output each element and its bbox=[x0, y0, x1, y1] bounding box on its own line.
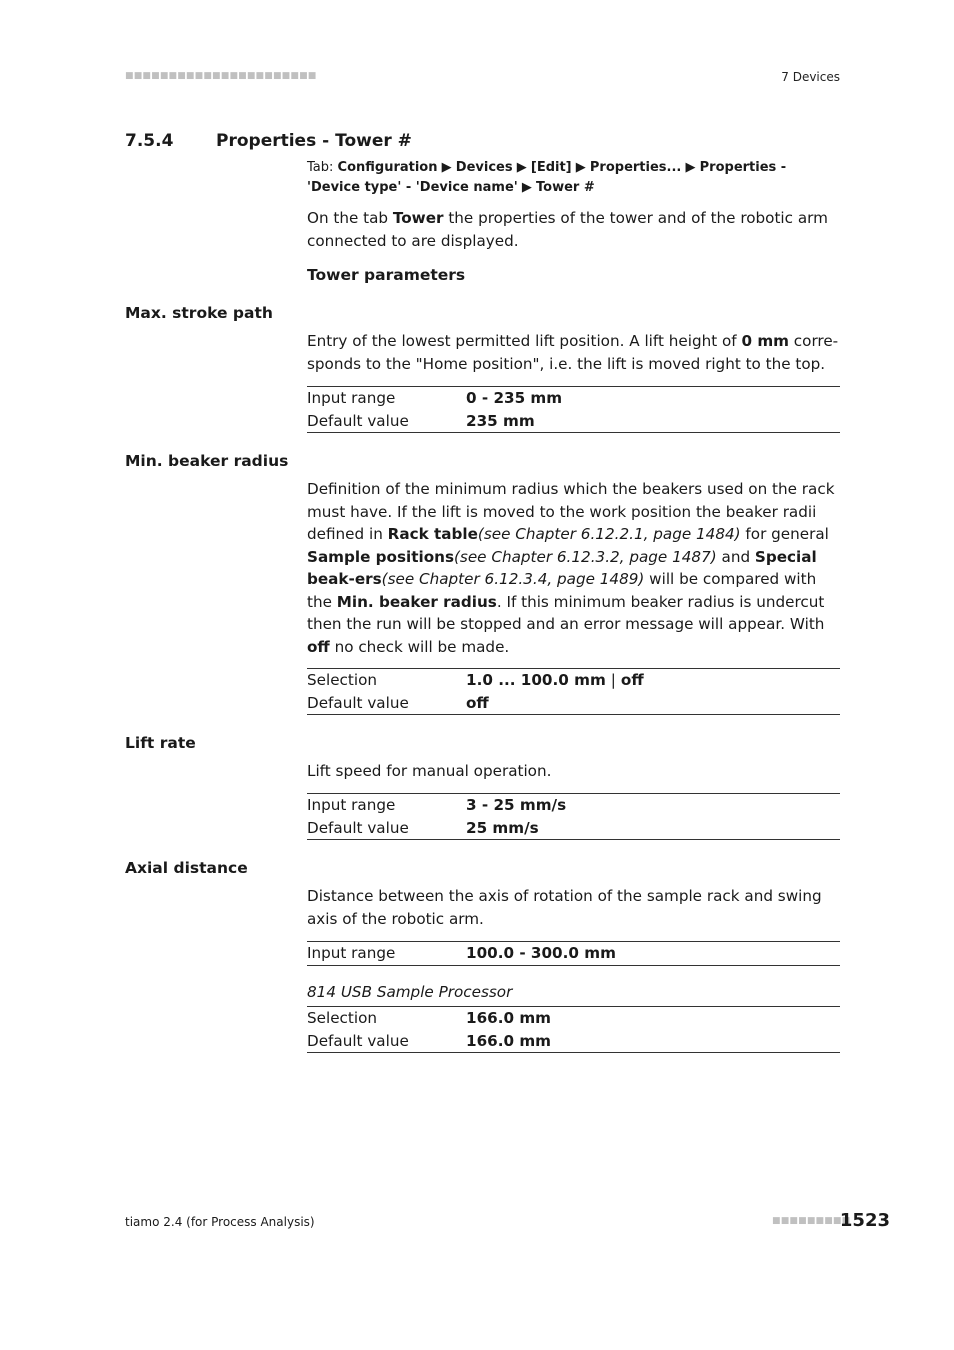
text: for general bbox=[740, 525, 829, 543]
section-number: 7.5.4 bbox=[125, 131, 174, 151]
tab-path-part: Configuration bbox=[337, 160, 438, 175]
table-key: Input range bbox=[307, 796, 396, 815]
table-value: 0 - 235 mm bbox=[466, 389, 563, 408]
table-key: Input range bbox=[307, 389, 396, 408]
table-value: 166.0 mm bbox=[466, 1009, 551, 1028]
table-key: Default value bbox=[307, 1031, 409, 1050]
table-row bbox=[307, 387, 840, 410]
param-table bbox=[307, 793, 840, 840]
tab-path-part: Tower # bbox=[536, 180, 595, 195]
table-row bbox=[307, 1030, 840, 1053]
param-description bbox=[307, 478, 840, 658]
cross-reference-link[interactable]: (see Chapter 6.12.3.4, page 1489) bbox=[381, 570, 645, 588]
footer-product: tiamo 2.4 (for Process Analysis) bbox=[125, 1215, 315, 1229]
param-title: Max. stroke path bbox=[125, 304, 273, 322]
table-value: 100.0 - 300.0 mm bbox=[466, 944, 616, 963]
param-title: Lift rate bbox=[125, 734, 196, 752]
table-row bbox=[307, 942, 840, 966]
table-key: Default value bbox=[307, 411, 409, 430]
header-decoration: ■■■■■■■■■■■■■■■■■■■■■■ bbox=[125, 71, 317, 81]
param-description bbox=[307, 330, 840, 375]
arrow-right-icon: ▶ bbox=[685, 160, 696, 175]
arrow-right-icon: ▶ bbox=[521, 180, 532, 195]
tab-path-part: Properties - 'Device type' - 'Device name' bbox=[307, 160, 787, 195]
table-value: 25 mm/s bbox=[466, 818, 539, 837]
param-description: Distance between the axis of rotation of the sample rack and swing axis of the robotic arm. bbox=[307, 887, 822, 928]
separator: | bbox=[610, 671, 616, 690]
param-table bbox=[307, 668, 840, 715]
tab-path-part: Devices bbox=[455, 160, 513, 175]
table-row bbox=[307, 794, 840, 817]
table-key: Default value bbox=[307, 818, 409, 837]
param-title: Axial distance bbox=[125, 859, 248, 877]
table-key: Input range bbox=[307, 944, 396, 963]
text: no check will be made. bbox=[329, 637, 510, 656]
table-key: Default value bbox=[307, 693, 409, 712]
tab-path bbox=[307, 158, 840, 198]
bold-term: Rack table bbox=[387, 525, 478, 543]
text: Definition of the minimum radius which the beakers used on the rack must have. If the lift is moved to the work position the beaker radii defined in bbox=[307, 480, 835, 543]
text: . If this minimum beaker radius is undercut then the run will be stopped and an error message will appear. With bbox=[307, 592, 825, 633]
table-value: off bbox=[466, 693, 489, 712]
selection-option: off bbox=[620, 671, 644, 690]
section-title bbox=[125, 131, 412, 151]
param-table bbox=[307, 386, 840, 433]
table-row bbox=[307, 669, 840, 692]
section-title-text: Properties - Tower # bbox=[216, 131, 412, 151]
param-table bbox=[307, 941, 840, 966]
tab-path-part: [Edit] bbox=[530, 160, 572, 175]
text: will be compared with the bbox=[307, 570, 817, 611]
bold-term: Tower bbox=[392, 209, 444, 227]
tab-path-part: Properties... bbox=[589, 160, 682, 175]
subheading: Tower parameters bbox=[307, 266, 466, 284]
header-chapter: 7 Devices bbox=[781, 70, 840, 84]
arrow-right-icon: ▶ bbox=[441, 160, 452, 175]
footer-decoration: ■■■■■■■■■ bbox=[772, 1216, 851, 1226]
bold-term: Min. beaker radius bbox=[336, 592, 497, 611]
text: and bbox=[716, 547, 755, 566]
bold-term: Special beak-ers bbox=[307, 547, 817, 588]
table-key: Selection bbox=[307, 1009, 377, 1028]
cross-reference-link[interactable]: (see Chapter 6.12.2.1, page 1484) bbox=[477, 525, 741, 543]
arrow-right-icon: ▶ bbox=[516, 160, 527, 175]
table-row bbox=[307, 410, 840, 433]
bold-term: 0 mm bbox=[741, 332, 789, 350]
text: the properties of the tower and of the robotic arm connected to are displayed. bbox=[307, 209, 828, 250]
arrow-right-icon: ▶ bbox=[575, 160, 586, 175]
tab-path-prefix: Tab: bbox=[307, 160, 338, 175]
bold-term: off bbox=[307, 637, 330, 656]
cross-reference-link[interactable]: (see Chapter 6.12.3.2, page 1487) bbox=[453, 547, 717, 566]
bold-term: Sample positions bbox=[307, 547, 454, 566]
table-value: 3 - 25 mm/s bbox=[466, 796, 567, 815]
table-value: 166.0 mm bbox=[466, 1031, 551, 1050]
text: Entry of the lowest permitted lift position. A lift height of bbox=[307, 332, 742, 350]
table-key: Selection bbox=[307, 671, 377, 690]
table-value bbox=[466, 669, 840, 692]
param-description: Lift speed for manual operation. bbox=[307, 762, 552, 780]
param-table bbox=[307, 1006, 840, 1053]
table-row bbox=[307, 1007, 840, 1030]
intro-paragraph bbox=[307, 207, 840, 252]
table-caption: 814 USB Sample Processor bbox=[307, 983, 513, 1001]
page-number: 1523 bbox=[839, 1210, 890, 1231]
text: On the tab bbox=[307, 209, 393, 227]
selection-range: 1.0 ... 100.0 mm bbox=[466, 671, 606, 690]
param-title: Min. beaker radius bbox=[125, 452, 289, 470]
table-row bbox=[307, 817, 840, 840]
table-row bbox=[307, 692, 840, 715]
text: corre-sponds to the "Home position", i.e. the lift is moved right to the top. bbox=[307, 332, 839, 373]
table-value: 235 mm bbox=[466, 411, 535, 430]
